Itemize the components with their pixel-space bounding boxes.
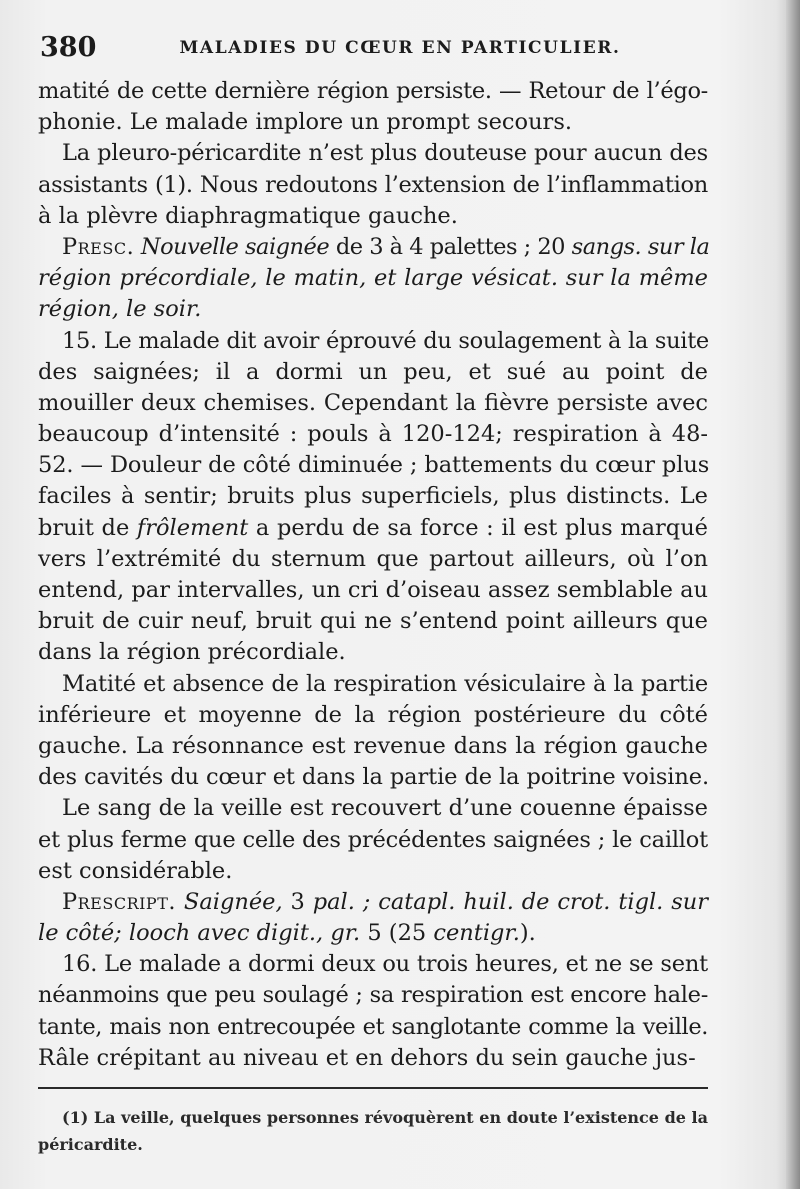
text-run: gauche. La résonnance est revenue dans la région gauche [38,732,708,759]
text-line [38,700,708,731]
text-line [38,1104,708,1131]
text-line [38,138,708,169]
text-line [38,731,708,762]
text-line [38,1012,708,1043]
body-text [38,76,708,1074]
text-run: 5 (25 [360,920,434,947]
text-run: de 3 à 4 palettes ; 20 [329,233,572,260]
text-line [38,825,708,856]
text-run: des cavités du cœur et dans la partie de la poitrine voisine. [38,764,710,791]
text-line [38,980,708,1011]
text-run: beaucoup d’intensité : pouls à 120-124; respiration à 48- [38,421,708,448]
small-caps-label: Presc. [62,233,135,260]
text-line [38,170,708,201]
text-run: Le sang de la veille est recouvert d’une couenne épaisse [62,795,708,822]
text-line [38,918,708,949]
text-run: a perdu de sa force : il est plus marqué [248,514,708,541]
italic-text: Saignée, [183,888,283,915]
text-line [38,419,708,450]
text-line [38,762,708,793]
text-run: tante, mais non entrecoupée et sanglotante comme la veille. [38,1013,708,1040]
text-run: (1) La veille, quelques personnes révoquèrent en doute l’existence de la [62,1108,708,1127]
text-run: bruit de cuir neuf, bruit qui ne s’entend point ailleurs que [38,608,708,635]
text-line [38,669,708,700]
text-run: néanmoins que peu soulagé ; sa respiration est encore hale- [38,982,708,1009]
text-line [38,326,708,357]
text-run [134,234,141,260]
text-run: péricardite. [38,1135,143,1154]
text-run: matité de cette dernière région persiste. — Retour de l’égo- [38,78,708,104]
text-line [38,637,708,668]
footnote [38,1104,708,1158]
text-line [38,575,708,606]
italic-text: région, le soir. [38,296,202,323]
italic-text: sangs. sur la [571,233,710,260]
text-run: vers l’extrémité du sternum que partout ailleurs, où l’on [38,545,708,572]
italic-text: Nouvelle saignée [140,233,330,260]
text-run [176,889,184,915]
italic-text: gr. [330,920,361,947]
running-head: MALADIES DU CŒUR EN PARTICULIER. [179,38,621,58]
text-line [38,76,708,107]
text-run: et plus ferme que celle des précédentes saignées ; le caillot [38,826,708,853]
text-run: 52. — Douleur de côté diminuée ; battements du cœur plus [38,452,710,479]
italic-text: le côté; looch avec digit., [38,920,324,947]
text-run: mouiller deux chemises. Cependant la fièvre persiste avec [38,389,708,416]
text-line [38,949,708,980]
text-line [38,606,708,637]
text-run: assistants (1). Nous redoutons l’extension de l’inflammation [38,171,708,198]
text-line [38,357,708,388]
text-run: à la plèvre diaphragmatique gauche. [38,202,458,229]
text-run: dans la région précordiale. [38,639,346,666]
text-line [38,388,708,419]
italic-text: frôlement [136,514,249,541]
text-run: Matité et absence de la respiration vésiculaire à la partie [62,670,708,697]
text-line [38,887,708,918]
text-run: ). [519,920,536,947]
text-line [38,1131,708,1158]
text-run: des saignées; il a dormi un peu, et sué au point de [38,358,708,385]
text-run: 3 [282,888,313,915]
page-header [40,32,710,68]
text-line [38,544,708,575]
text-line [38,263,708,294]
text-line [38,450,708,481]
small-caps-label: Prescript. [62,888,177,915]
text-run: La pleuro-péricardite n’est plus douteuse pour aucun des [62,140,708,167]
footnote-rule [38,1087,708,1089]
text-run: 16. Le malade a dormi deux ou trois heures, et ne se sent [62,951,708,978]
text-line [38,513,708,544]
text-run: est considérable. [38,857,233,884]
italic-text: région précordiale, le matin, et large vésicat. sur la même [38,265,708,292]
italic-text: centigr. [433,920,520,947]
text-run: bruit de [38,514,137,541]
text-run: phonie. Le malade implore un prompt secours. [38,109,573,136]
text-line [38,294,708,325]
text-run: inférieure et moyenne de la région postérieure du côté [38,701,708,728]
text-run: 15. Le malade dit avoir éprouvé du soulagement à la suite [62,327,709,354]
italic-text: pal. ; catapl. huil. de crot. tigl. sur [312,888,708,915]
text-line [38,107,708,138]
page-number: 380 [40,32,97,63]
text-line [38,232,708,263]
text-run: Râle crépitant au niveau et en dehors du sein gauche jus- [38,1044,696,1071]
text-run: faciles à sentir; bruits plus superficiels, plus distincts. Le [38,483,708,510]
text-line [38,856,708,887]
text-line [38,793,708,824]
text-run: entend, par intervalles, un cri d’oiseau assez semblable au [38,577,708,603]
text-line [38,201,708,232]
text-line [38,481,708,512]
text-line [38,1043,708,1074]
page-binding-edge [786,0,800,1189]
